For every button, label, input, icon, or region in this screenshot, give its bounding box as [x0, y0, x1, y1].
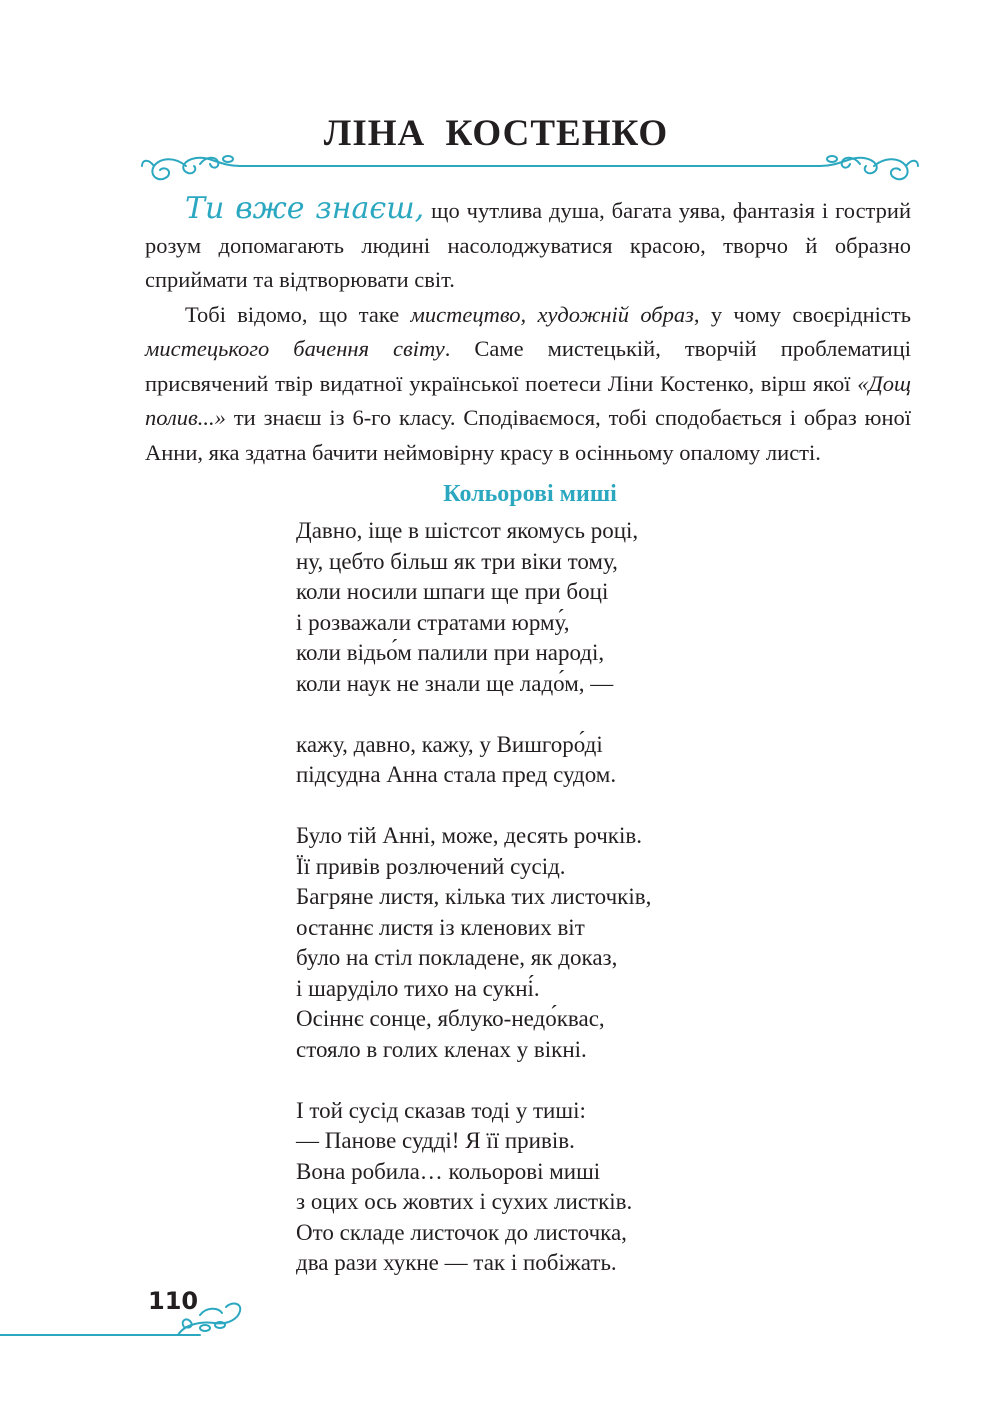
intro-p1-text: що чутлива душа, багата уява, фантазія і гострий розум допомагають людині насолоджуватися красою, творчо й образно сприймати та відтворювати світ. [145, 198, 911, 292]
poem-line: було на стіл покладене, як доказ, [296, 945, 618, 970]
page-number: 110 [148, 1287, 199, 1315]
intro-p2-b: мистецтво, художній образ [410, 301, 694, 327]
intro-p2-f: «Дощ полив...» [145, 370, 911, 430]
poem-line: Осіннє сонце, яблуко-недо́квас, [296, 1006, 605, 1031]
poem-stanza [296, 1096, 651, 1279]
poem [296, 516, 651, 1309]
intro-lead: Ти вже знаєш, [185, 191, 425, 226]
poem-line: І той сусід сказав тоді у тиші: [296, 1097, 586, 1123]
poem-line: стояло в голих кленах у вікні. [296, 1036, 587, 1062]
poem-line: — Панове судді! Я її привів. [296, 1128, 575, 1153]
intro-paragraph-2 [145, 298, 911, 471]
swirl-ornament-icon [140, 150, 920, 190]
poem-line: Вона робила… кольорові миші [296, 1158, 601, 1184]
poem-stanza [296, 821, 651, 1065]
poem-stanza [296, 730, 651, 791]
poem-line: Ото складе листочок до листочка, [296, 1219, 627, 1245]
intro-paragraph-1 [145, 192, 911, 298]
poem-line: ну, цебто більш як три віки тому, [296, 548, 618, 574]
poem-line: Багряне листя, кілька тих листочків, [296, 884, 652, 909]
poem-line: два рази хукне — так і побіжать. [296, 1250, 617, 1275]
poem-line: Її привів розлючений сусід. [296, 853, 566, 879]
poem-line: Давно, іще в шістсот якомусь році, [296, 518, 639, 543]
poem-line: коли наук не знали ще ладо́м, — [296, 670, 614, 696]
intro-p2-d: мистецького бачення світу [145, 336, 445, 361]
intro-text [145, 192, 911, 470]
intro-p2-a: Тобі відомо, що таке [185, 301, 411, 327]
poem-line: і шаруділо тихо на сукні́. [296, 975, 540, 1001]
poem-line: підсудна Анна стала пред судом. [296, 762, 617, 787]
intro-p2-c: , у чому своєрідність [693, 301, 911, 327]
swirl-ornament-icon [0, 1295, 260, 1345]
poem-line: останнє листя із кленових віт [296, 914, 585, 940]
poem-line: коли носили шпаги ще при боці [296, 579, 609, 604]
poem-line: кажу, давно, кажу, у Вишгоро́ді [296, 731, 603, 757]
poem-stanza [296, 516, 651, 699]
poem-line: Було тій Анні, може, десять рочків. [296, 823, 642, 848]
poem-line: коли відьо́м палили при народі, [296, 640, 605, 665]
poem-line: і розважали стратами юрму́, [296, 609, 570, 635]
poem-line: з оцих ось жовтих і сухих листків. [296, 1189, 633, 1214]
poem-title: Кольорові миші [443, 481, 617, 507]
intro-p2-g: ти знаєш із 6-го класу. Сподіваємося, тобі сподобається і образ юної Анни, яка здатна бачити неймовірну красу в осінньому опалому листі. [145, 405, 911, 465]
intro-p2-e: . Саме мистецькій, творчій проблематиці присвячений твір видатної української поетеси Ліни Костенко, вірш якої [145, 336, 911, 396]
page-title: ЛІНА КОСТЕНКО [323, 113, 669, 154]
